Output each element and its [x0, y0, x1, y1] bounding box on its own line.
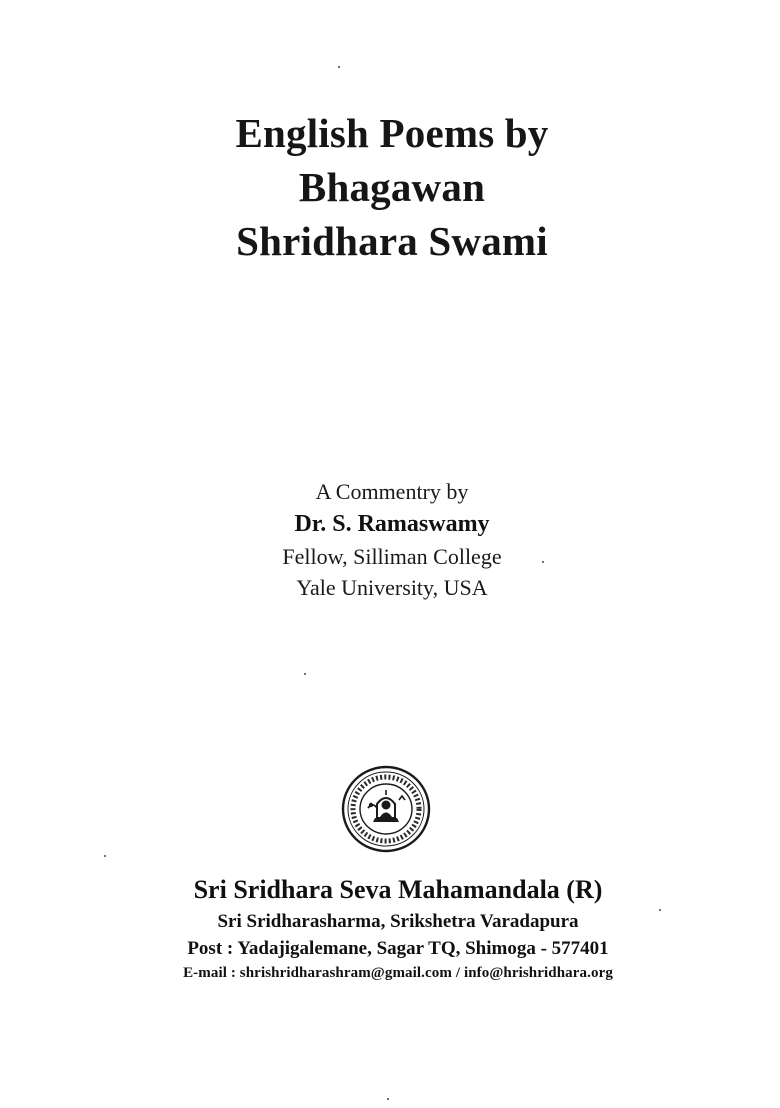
scan-speck: [387, 1098, 389, 1100]
publisher-info: [0, 872, 780, 984]
book-title: [0, 106, 780, 268]
commentary-credit: [0, 476, 780, 603]
publisher-email: E-mail : shrishridharashram@gmail.com / info@hrishridhara.org: [183, 965, 613, 981]
publisher-address-2: Post : Yadajigalemane, Sagar TQ, Shimoga - 577401: [187, 938, 609, 959]
scan-speck: [304, 673, 306, 675]
publisher-address-1: Sri Sridharasharma, Srikshetra Varadapura: [217, 911, 579, 932]
author-affiliation-2: Yale University, USA: [296, 575, 488, 600]
scan-speck: [338, 66, 340, 68]
title-line-2: Bhagawan: [298, 164, 486, 210]
title-line-3: Shridhara Swami: [236, 218, 548, 264]
commentary-intro: A Commentry by: [315, 479, 469, 504]
title-line-1: English Poems by: [235, 110, 549, 156]
scan-speck: [104, 855, 106, 857]
emblem-seal-icon: [340, 764, 432, 854]
publisher-name: Sri Sridhara Seva Mahamandala (R): [193, 875, 603, 904]
author-affiliation-1: Fellow, Silliman College: [282, 544, 502, 569]
author-name: Dr. S. Ramaswamy: [294, 511, 490, 537]
